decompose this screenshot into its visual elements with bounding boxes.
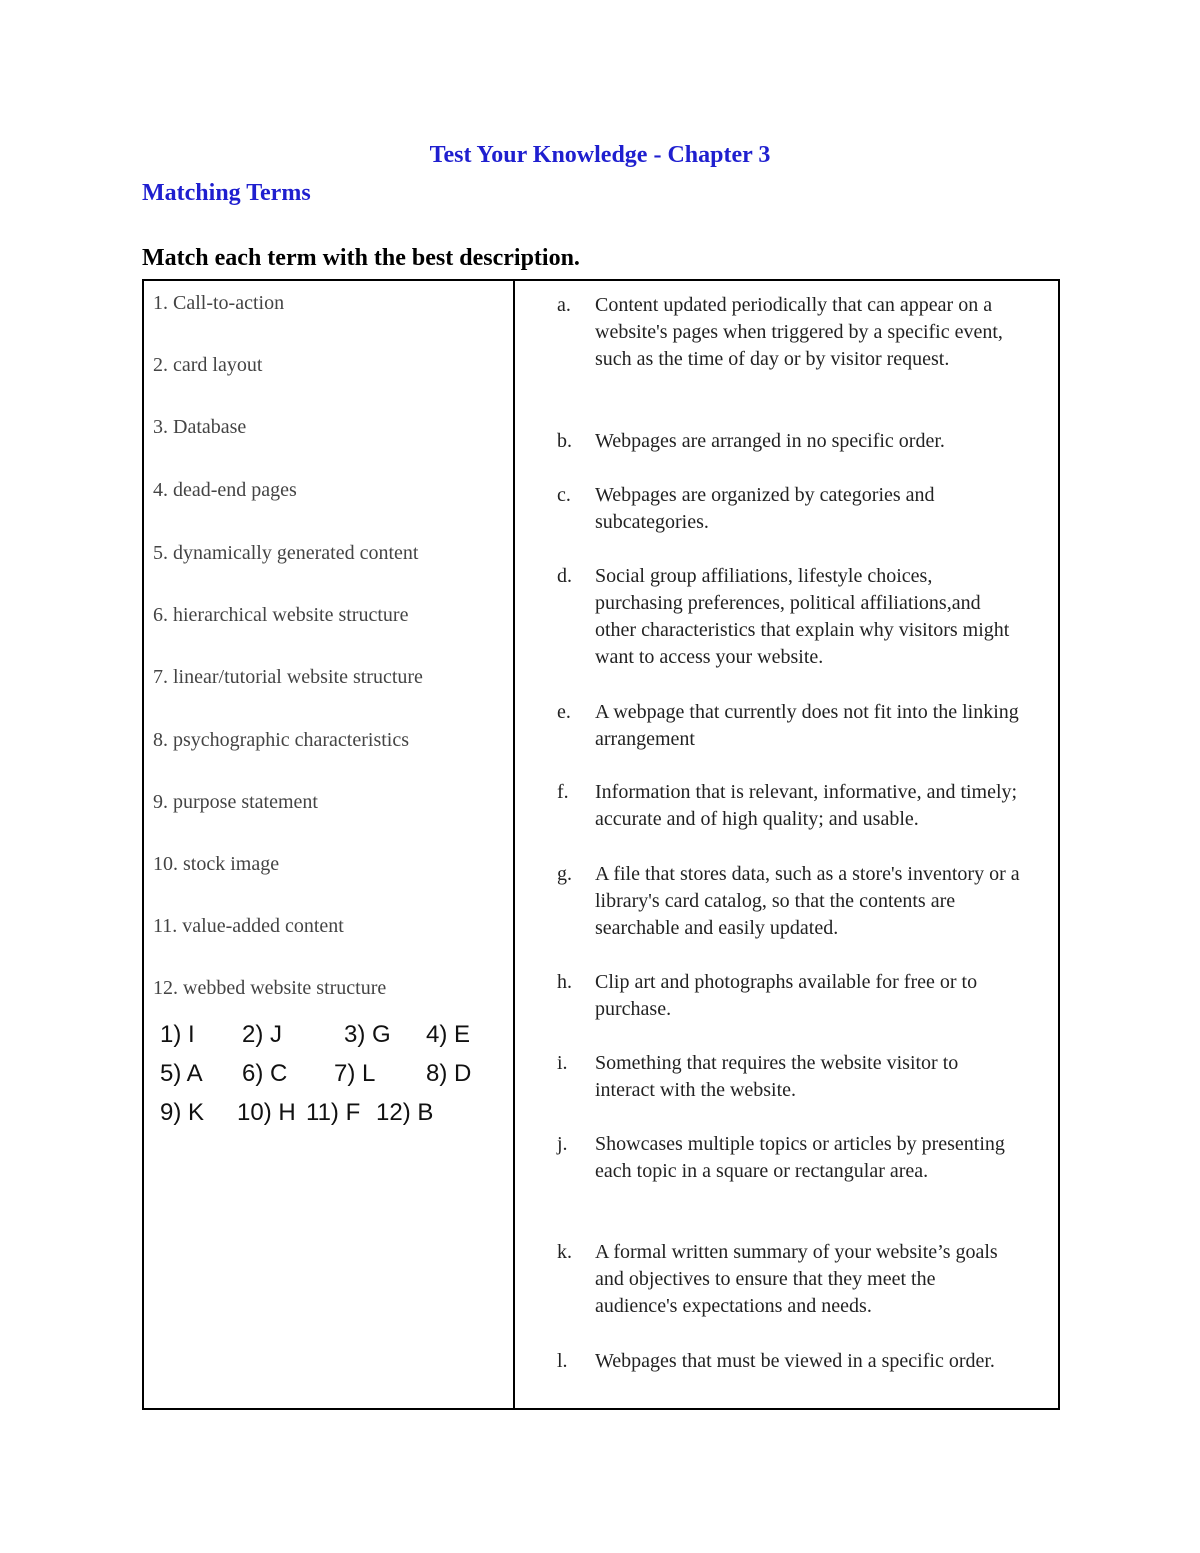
description-item bbox=[557, 779, 1022, 833]
description-letter: c. bbox=[557, 484, 571, 506]
description-item bbox=[557, 1050, 1022, 1104]
term-item: 3. Database bbox=[153, 416, 247, 438]
term-item: 2. card layout bbox=[153, 354, 263, 376]
term-item: 6. hierarchical website structure bbox=[153, 604, 409, 626]
description-text: Information that is relevant, informative, and timely; accurate and of high quality; and usable. bbox=[595, 781, 1018, 830]
answer-item: 12) B bbox=[376, 1099, 434, 1126]
description-item bbox=[557, 1348, 1022, 1375]
matching-table bbox=[142, 279, 1060, 1410]
answer-item: 7) L bbox=[334, 1060, 376, 1087]
description-letter: d. bbox=[557, 565, 572, 587]
description-text: Something that requires the website visitor to interact with the website. bbox=[595, 1052, 959, 1101]
description-item bbox=[557, 969, 1022, 1023]
answer-key bbox=[160, 1021, 500, 1138]
answer-item: 11) F bbox=[306, 1099, 361, 1126]
description-text: A formal written summary of your website’s goals and objectives to ensure that they meet the audience's expectations and needs. bbox=[595, 1241, 998, 1317]
description-item bbox=[557, 1131, 1022, 1185]
term-item: 8. psychographic characteristics bbox=[153, 729, 410, 751]
description-text: Showcases multiple topics or articles by presenting each topic in a square or rectangular area. bbox=[595, 1133, 1005, 1182]
description-letter: g. bbox=[557, 863, 572, 885]
term-item: 10. stock image bbox=[153, 853, 280, 875]
description-letter: b. bbox=[557, 430, 572, 452]
answer-item: 4) E bbox=[426, 1021, 471, 1048]
term-item: 9. purpose statement bbox=[153, 791, 318, 813]
answer-item: 9) K bbox=[160, 1099, 205, 1126]
term-item: 1. Call-to-action bbox=[153, 292, 285, 314]
page-title: Test Your Knowledge - Chapter 3 bbox=[429, 142, 771, 168]
description-item bbox=[557, 563, 1022, 671]
answer-item: 10) H bbox=[237, 1099, 296, 1126]
term-item: 5. dynamically generated content bbox=[153, 542, 419, 564]
description-item bbox=[557, 1239, 1022, 1320]
description-item bbox=[557, 482, 1022, 536]
answer-item: 8) D bbox=[426, 1060, 472, 1087]
description-letter: e. bbox=[557, 701, 571, 723]
description-letter: i. bbox=[557, 1052, 568, 1074]
description-text: Content updated periodically that can appear on a website's pages when triggered by a specific event, such as the time of day or by visitor request. bbox=[595, 294, 1003, 370]
answer-item: 6) C bbox=[242, 1060, 288, 1087]
description-letter: k. bbox=[557, 1241, 572, 1263]
answer-item: 2) J bbox=[242, 1021, 283, 1048]
answer-row bbox=[160, 1099, 500, 1138]
description-item bbox=[557, 292, 1022, 373]
description-item bbox=[557, 699, 1022, 753]
answer-item: 3) G bbox=[344, 1021, 391, 1048]
description-letter: a. bbox=[557, 294, 571, 316]
answer-row bbox=[160, 1021, 500, 1060]
description-letter: l. bbox=[557, 1350, 568, 1372]
description-item bbox=[557, 861, 1022, 942]
description-item bbox=[557, 428, 1022, 455]
answer-item: 1) I bbox=[160, 1021, 195, 1048]
instructions: Match each term with the best description. bbox=[142, 245, 580, 271]
description-text: Webpages are arranged in no specific order. bbox=[595, 430, 945, 452]
description-text: Clip art and photographs available for free or to purchase. bbox=[595, 971, 978, 1020]
term-item: 11. value-added content bbox=[153, 915, 344, 937]
description-letter: f. bbox=[557, 781, 569, 803]
answer-item: 5) A bbox=[160, 1060, 203, 1087]
description-letter: h. bbox=[557, 971, 572, 993]
description-text: A file that stores data, such as a store's inventory or a library's card catalog, so that the contents are searchable and easily updated. bbox=[595, 863, 1020, 939]
description-text: A webpage that currently does not fit into the linking arrangement bbox=[595, 701, 1019, 750]
term-item: 7. linear/tutorial website structure bbox=[153, 666, 423, 688]
section-title: Matching Terms bbox=[142, 180, 311, 206]
description-letter: j. bbox=[557, 1133, 568, 1155]
description-text: Social group affiliations, lifestyle choices, purchasing preferences, political affiliations,and other characteristics that explain why visitors might want to access your website. bbox=[595, 565, 1010, 668]
term-item: 4. dead-end pages bbox=[153, 479, 297, 501]
description-text: Webpages that must be viewed in a specific order. bbox=[595, 1350, 995, 1372]
term-item: 12. webbed website structure bbox=[153, 977, 387, 999]
description-text: Webpages are organized by categories and subcategories. bbox=[595, 484, 935, 533]
answer-row bbox=[160, 1060, 500, 1099]
column-divider bbox=[513, 281, 515, 1408]
